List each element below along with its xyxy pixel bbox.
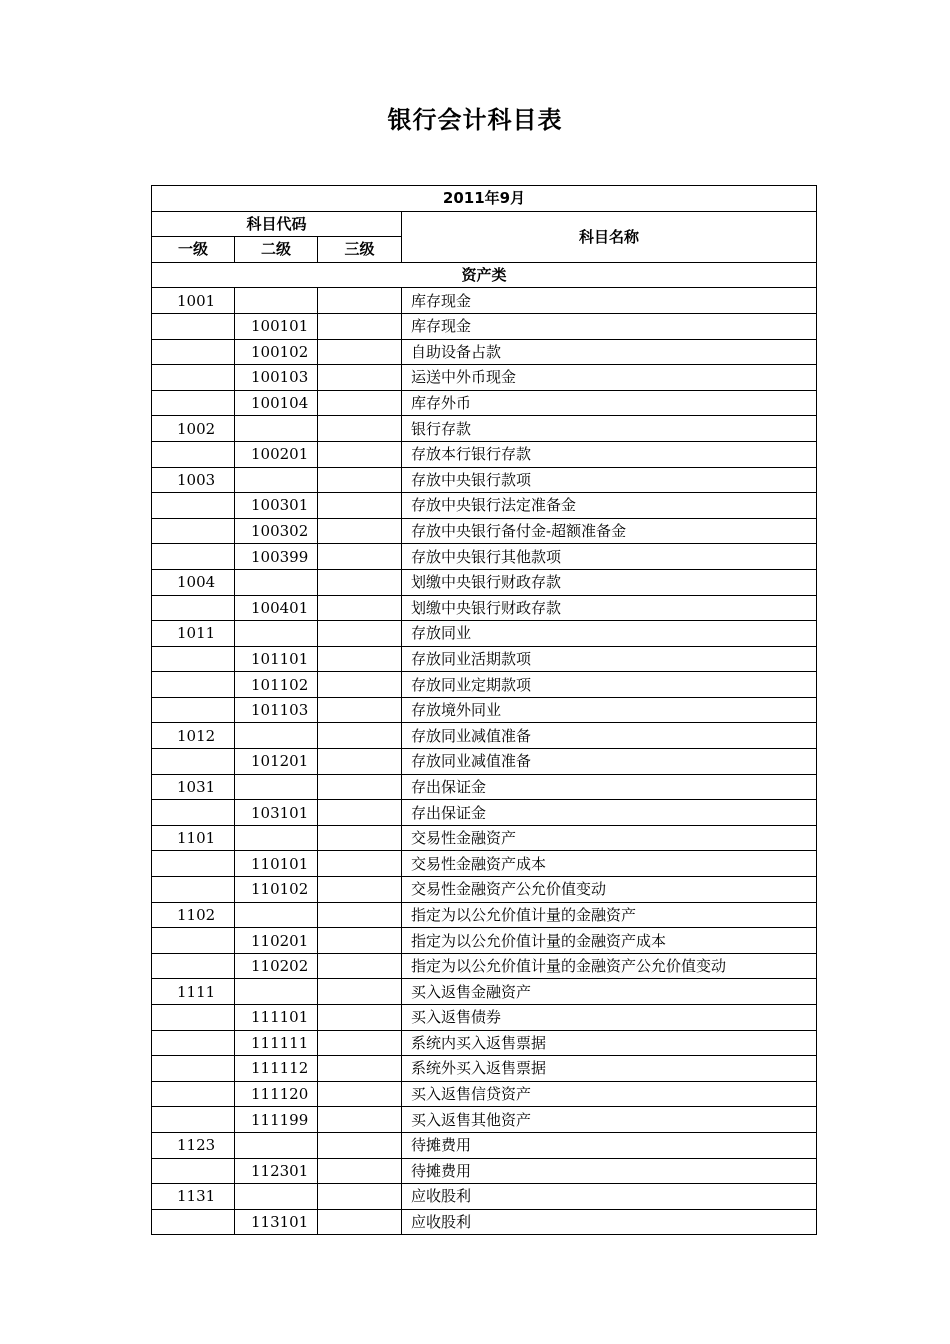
table-row bbox=[152, 979, 817, 1005]
code-level-3-cell bbox=[318, 1056, 402, 1082]
table-row bbox=[152, 1132, 817, 1158]
table-row bbox=[152, 749, 817, 775]
code-level-1-cell bbox=[152, 646, 235, 672]
code-level-2-cell: 103101 bbox=[235, 800, 318, 826]
code-level-2-cell: 110201 bbox=[235, 928, 318, 954]
code-level-3-cell bbox=[318, 851, 402, 877]
code-level-1-cell bbox=[152, 1107, 235, 1133]
code-level-3-cell bbox=[318, 902, 402, 928]
code-level-3-cell bbox=[318, 288, 402, 314]
code-level-1-cell bbox=[152, 339, 235, 365]
code-level-1-cell bbox=[152, 493, 235, 519]
code-level-1-cell bbox=[152, 365, 235, 391]
code-level-1-cell: 1031 bbox=[152, 774, 235, 800]
code-level-1-cell bbox=[152, 953, 235, 979]
table-row bbox=[152, 595, 817, 621]
subject-name-cell: 交易性金融资产 bbox=[402, 825, 817, 851]
table-row bbox=[152, 1005, 817, 1031]
code-level-3-cell bbox=[318, 339, 402, 365]
subject-name-cell: 买入返售债券 bbox=[402, 1005, 817, 1031]
subject-name-cell: 存放同业减值准备 bbox=[402, 723, 817, 749]
code-level-3-cell bbox=[318, 595, 402, 621]
code-level-3-cell bbox=[318, 979, 402, 1005]
subject-name-cell: 应收股利 bbox=[402, 1184, 817, 1210]
table-row bbox=[152, 646, 817, 672]
code-level-2-cell bbox=[235, 621, 318, 647]
code-level-2-cell bbox=[235, 902, 318, 928]
table-row bbox=[152, 365, 817, 391]
code-level-3-cell bbox=[318, 1005, 402, 1031]
code-level-3-cell bbox=[318, 1030, 402, 1056]
code-level-2-cell: 100201 bbox=[235, 441, 318, 467]
subject-name-cell: 库存现金 bbox=[402, 288, 817, 314]
table-row bbox=[152, 1081, 817, 1107]
table-row bbox=[152, 313, 817, 339]
code-level-1-cell: 1004 bbox=[152, 569, 235, 595]
code-level-3-cell bbox=[318, 313, 402, 339]
code-level-3-cell bbox=[318, 825, 402, 851]
table-row bbox=[152, 1184, 817, 1210]
code-level-1-cell: 1012 bbox=[152, 723, 235, 749]
code-level-2-cell bbox=[235, 825, 318, 851]
subject-name-cell: 买入返售信贷资产 bbox=[402, 1081, 817, 1107]
table-row bbox=[152, 825, 817, 851]
subject-name-cell: 交易性金融资产成本 bbox=[402, 851, 817, 877]
code-level-2-cell: 101103 bbox=[235, 697, 318, 723]
code-level-2-cell: 101102 bbox=[235, 672, 318, 698]
table-row bbox=[152, 672, 817, 698]
table-row bbox=[152, 902, 817, 928]
code-level-2-cell: 100399 bbox=[235, 544, 318, 570]
table-row bbox=[152, 493, 817, 519]
code-level-1-cell: 1001 bbox=[152, 288, 235, 314]
code-level-1-cell bbox=[152, 851, 235, 877]
header-row-1 bbox=[152, 211, 817, 237]
subject-name-cell: 划缴中央银行财政存款 bbox=[402, 569, 817, 595]
subject-name-cell: 存放本行银行存款 bbox=[402, 441, 817, 467]
subject-name-cell: 指定为以公允价值计量的金融资产 bbox=[402, 902, 817, 928]
table-row bbox=[152, 697, 817, 723]
code-level-1-cell bbox=[152, 749, 235, 775]
code-level-2-cell bbox=[235, 979, 318, 1005]
table-row bbox=[152, 1158, 817, 1184]
code-level-1-cell: 1003 bbox=[152, 467, 235, 493]
table-row bbox=[152, 1056, 817, 1082]
subject-name-cell: 存放中央银行法定准备金 bbox=[402, 493, 817, 519]
subject-name-cell: 指定为以公允价值计量的金融资产成本 bbox=[402, 928, 817, 954]
code-header: 科目代码 bbox=[152, 211, 402, 237]
code-level-1-cell bbox=[152, 877, 235, 903]
table-row bbox=[152, 390, 817, 416]
code-level-1-cell: 1102 bbox=[152, 902, 235, 928]
code-level-1-cell bbox=[152, 1056, 235, 1082]
code-level-2-cell bbox=[235, 288, 318, 314]
table-row bbox=[152, 877, 817, 903]
code-level-2-cell bbox=[235, 467, 318, 493]
subject-name-cell: 买入返售金融资产 bbox=[402, 979, 817, 1005]
subject-name-cell: 库存外币 bbox=[402, 390, 817, 416]
table-row bbox=[152, 544, 817, 570]
subject-name-cell: 存出保证金 bbox=[402, 800, 817, 826]
accounting-subjects-table bbox=[151, 185, 817, 1235]
subject-name-cell: 指定为以公允价值计量的金融资产公允价值变动 bbox=[402, 953, 817, 979]
code-level-3-cell bbox=[318, 1132, 402, 1158]
code-level-3-cell bbox=[318, 1081, 402, 1107]
code-level-1-cell: 1002 bbox=[152, 416, 235, 442]
code-level-1-cell bbox=[152, 928, 235, 954]
code-level-2-cell: 111120 bbox=[235, 1081, 318, 1107]
level-2-header: 二级 bbox=[235, 237, 318, 263]
period-cell: 2011年9月 bbox=[152, 186, 817, 212]
section-header: 资产类 bbox=[152, 262, 817, 288]
code-level-3-cell bbox=[318, 646, 402, 672]
subject-name-cell: 交易性金融资产公允价值变动 bbox=[402, 877, 817, 903]
code-level-2-cell: 100102 bbox=[235, 339, 318, 365]
code-level-3-cell bbox=[318, 1107, 402, 1133]
subject-name-cell: 系统外买入返售票据 bbox=[402, 1056, 817, 1082]
code-level-1-cell bbox=[152, 313, 235, 339]
subject-name-cell: 银行存款 bbox=[402, 416, 817, 442]
code-level-1-cell: 1101 bbox=[152, 825, 235, 851]
code-level-3-cell bbox=[318, 800, 402, 826]
document-title: 银行会计科目表 bbox=[387, 106, 563, 134]
code-level-1-cell: 1131 bbox=[152, 1184, 235, 1210]
subject-name-cell: 存放同业减值准备 bbox=[402, 749, 817, 775]
code-level-3-cell bbox=[318, 723, 402, 749]
table-row bbox=[152, 851, 817, 877]
subject-name-cell: 存放境外同业 bbox=[402, 697, 817, 723]
subject-name-cell: 买入返售其他资产 bbox=[402, 1107, 817, 1133]
subject-name-cell: 待摊费用 bbox=[402, 1158, 817, 1184]
subject-name-cell: 存放中央银行款项 bbox=[402, 467, 817, 493]
subject-name-cell: 划缴中央银行财政存款 bbox=[402, 595, 817, 621]
code-level-1-cell bbox=[152, 518, 235, 544]
subject-name-cell: 自助设备占款 bbox=[402, 339, 817, 365]
code-level-2-cell: 111112 bbox=[235, 1056, 318, 1082]
code-level-3-cell bbox=[318, 749, 402, 775]
code-level-3-cell bbox=[318, 544, 402, 570]
level-3-header: 三级 bbox=[318, 237, 402, 263]
code-level-2-cell bbox=[235, 569, 318, 595]
code-level-3-cell bbox=[318, 774, 402, 800]
code-level-1-cell: 1011 bbox=[152, 621, 235, 647]
code-level-1-cell bbox=[152, 544, 235, 570]
table-row bbox=[152, 928, 817, 954]
subject-name-cell: 存放同业 bbox=[402, 621, 817, 647]
code-level-2-cell: 112301 bbox=[235, 1158, 318, 1184]
code-level-1-cell bbox=[152, 1005, 235, 1031]
code-level-3-cell bbox=[318, 365, 402, 391]
code-level-3-cell bbox=[318, 953, 402, 979]
code-level-2-cell: 100103 bbox=[235, 365, 318, 391]
table-row bbox=[152, 441, 817, 467]
code-level-2-cell: 113101 bbox=[235, 1209, 318, 1235]
code-level-2-cell: 111199 bbox=[235, 1107, 318, 1133]
subject-name-cell: 存放同业定期款项 bbox=[402, 672, 817, 698]
table-row bbox=[152, 621, 817, 647]
code-level-1-cell bbox=[152, 390, 235, 416]
table-row bbox=[152, 467, 817, 493]
code-level-3-cell bbox=[318, 518, 402, 544]
code-level-1-cell bbox=[152, 672, 235, 698]
code-level-3-cell bbox=[318, 1184, 402, 1210]
code-level-2-cell: 111101 bbox=[235, 1005, 318, 1031]
code-level-3-cell bbox=[318, 621, 402, 647]
code-level-2-cell: 101201 bbox=[235, 749, 318, 775]
code-level-2-cell bbox=[235, 1132, 318, 1158]
name-header: 科目名称 bbox=[402, 211, 817, 262]
code-level-3-cell bbox=[318, 672, 402, 698]
table-row bbox=[152, 339, 817, 365]
code-level-3-cell bbox=[318, 493, 402, 519]
subject-name-cell: 库存现金 bbox=[402, 313, 817, 339]
code-level-2-cell: 100401 bbox=[235, 595, 318, 621]
subject-name-cell: 存出保证金 bbox=[402, 774, 817, 800]
code-level-2-cell bbox=[235, 416, 318, 442]
code-level-1-cell: 1111 bbox=[152, 979, 235, 1005]
code-level-3-cell bbox=[318, 416, 402, 442]
code-level-2-cell: 110102 bbox=[235, 877, 318, 903]
code-level-2-cell: 110202 bbox=[235, 953, 318, 979]
table-row bbox=[152, 288, 817, 314]
period-row bbox=[152, 186, 817, 212]
code-level-2-cell bbox=[235, 723, 318, 749]
code-level-3-cell bbox=[318, 467, 402, 493]
subject-name-cell: 存放同业活期款项 bbox=[402, 646, 817, 672]
subject-name-cell: 运送中外币现金 bbox=[402, 365, 817, 391]
code-level-1-cell: 1123 bbox=[152, 1132, 235, 1158]
code-level-3-cell bbox=[318, 697, 402, 723]
code-level-3-cell bbox=[318, 1209, 402, 1235]
table-row bbox=[152, 774, 817, 800]
subject-name-cell: 存放中央银行其他款项 bbox=[402, 544, 817, 570]
code-level-2-cell bbox=[235, 774, 318, 800]
code-level-1-cell bbox=[152, 1030, 235, 1056]
table-row bbox=[152, 1107, 817, 1133]
code-level-3-cell bbox=[318, 390, 402, 416]
code-level-1-cell bbox=[152, 1081, 235, 1107]
code-level-3-cell bbox=[318, 877, 402, 903]
subject-name-cell: 系统内买入返售票据 bbox=[402, 1030, 817, 1056]
code-level-2-cell: 100101 bbox=[235, 313, 318, 339]
table-row bbox=[152, 416, 817, 442]
code-level-2-cell: 111111 bbox=[235, 1030, 318, 1056]
code-level-2-cell: 100301 bbox=[235, 493, 318, 519]
code-level-1-cell bbox=[152, 1209, 235, 1235]
section-row bbox=[152, 262, 817, 288]
table-row bbox=[152, 953, 817, 979]
table-row bbox=[152, 800, 817, 826]
code-level-1-cell bbox=[152, 800, 235, 826]
code-level-3-cell bbox=[318, 1158, 402, 1184]
code-level-1-cell bbox=[152, 595, 235, 621]
subject-name-cell: 应收股利 bbox=[402, 1209, 817, 1235]
table-row bbox=[152, 1030, 817, 1056]
code-level-3-cell bbox=[318, 441, 402, 467]
code-level-2-cell: 100302 bbox=[235, 518, 318, 544]
code-level-1-cell bbox=[152, 441, 235, 467]
code-level-3-cell bbox=[318, 569, 402, 595]
table-row bbox=[152, 518, 817, 544]
code-level-2-cell bbox=[235, 1184, 318, 1210]
code-level-1-cell bbox=[152, 1158, 235, 1184]
subject-name-cell: 存放中央银行备付金-超额准备金 bbox=[402, 518, 817, 544]
table-row bbox=[152, 723, 817, 749]
subject-name-cell: 待摊费用 bbox=[402, 1132, 817, 1158]
code-level-1-cell bbox=[152, 697, 235, 723]
code-level-2-cell: 101101 bbox=[235, 646, 318, 672]
table-row bbox=[152, 569, 817, 595]
code-level-2-cell: 110101 bbox=[235, 851, 318, 877]
code-level-2-cell: 100104 bbox=[235, 390, 318, 416]
level-1-header: 一级 bbox=[152, 237, 235, 263]
code-level-3-cell bbox=[318, 928, 402, 954]
table-row bbox=[152, 1209, 817, 1235]
